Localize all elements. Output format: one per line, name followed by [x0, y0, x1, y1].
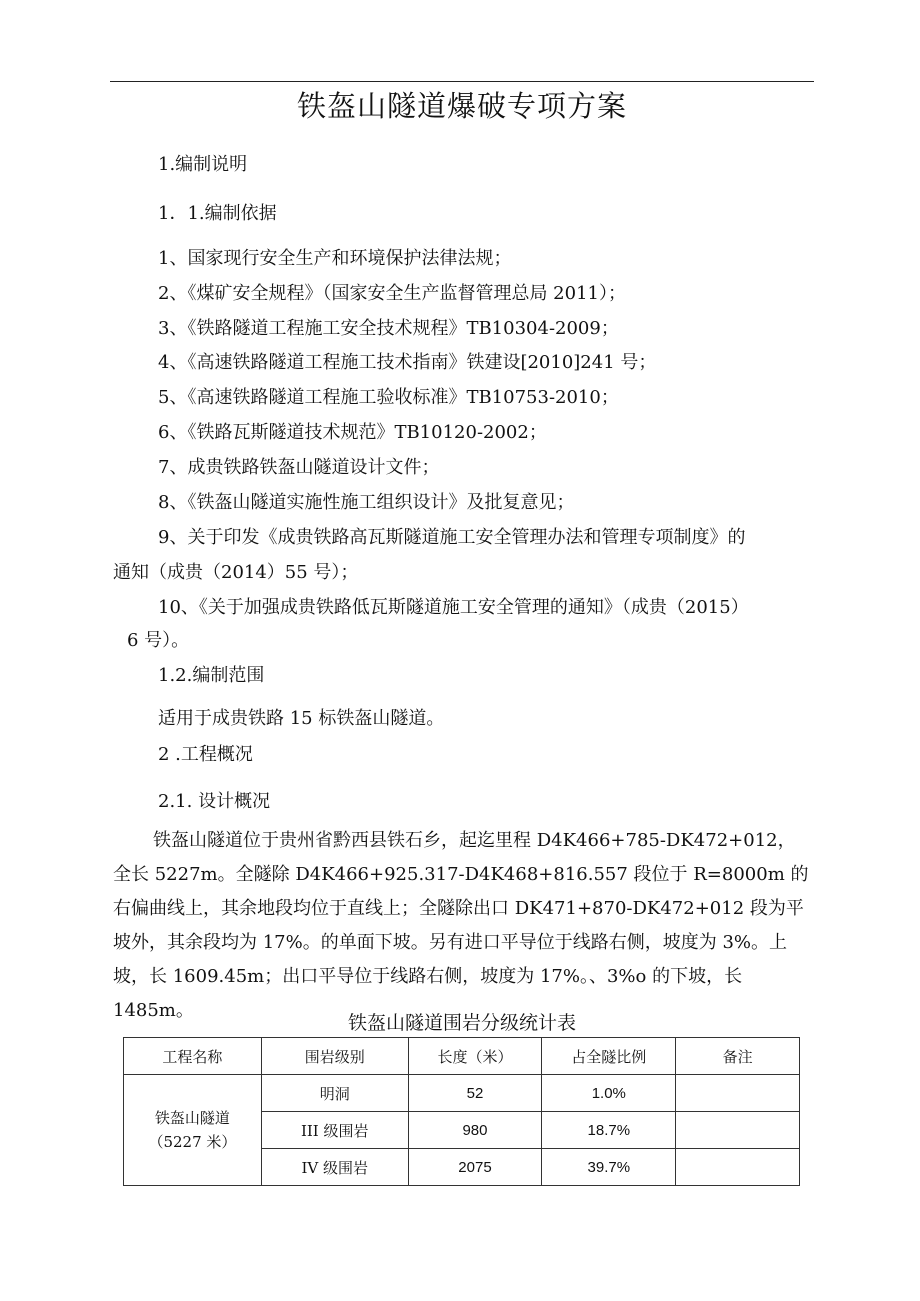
- note-cell: [676, 1075, 800, 1112]
- header-length: 长度（米）: [408, 1038, 542, 1075]
- project-name-cell: 铁盔山隧道（5227 米）: [124, 1075, 262, 1186]
- overview-paragraph: [113, 824, 813, 1028]
- section-heading-2: 2 .工程概况: [158, 744, 253, 765]
- section-heading-1-1: 1．1.编制依据: [158, 203, 277, 224]
- basis-item-1: 1、国家现行安全生产和环境保护法律法规；: [158, 248, 512, 269]
- basis-item-3: 3、《铁路隧道工程施工安全技术规程》TB10304-2009；: [158, 318, 619, 339]
- overview-text: 铁盔山隧道位于贵州省黔西县铁石乡，起迄里程 D4K466+785-DK472+012，全长 5227m。全隧除 D4K466+925.317-D4K468+816.557 段位于 R=8000m 的右偏曲线上，其余地段均位于直线上；全隧除出口 DK471+870-DK472+012 段为平坡外，其余段均为 17%。的单面下坡。另有进口平导位于线路右侧，坡度为 3%。上坡，长 1609.45m；出口平导位于线路右侧，坡度为 17%。、3%o 的下坡，长 1485m。: [113, 830, 809, 1021]
- basis-item-9-line2: 通知（成贵（2014）55 号）；: [113, 562, 359, 583]
- header-rule: [110, 81, 814, 82]
- grade-cell: 明洞: [261, 1075, 408, 1112]
- basis-item-10-line2: 6 号）。: [127, 630, 190, 651]
- table-caption: 铁盔山隧道围岩分级统计表: [347, 1012, 576, 1034]
- grade-cell: IV 级围岩: [261, 1149, 408, 1186]
- note-cell: [676, 1149, 800, 1186]
- basis-item-7: 7、成贵铁路铁盔山隧道设计文件；: [158, 457, 440, 478]
- ratio-cell: 1.0%: [542, 1075, 676, 1112]
- basis-item-4: 4、《高速铁路隧道工程施工技术指南》铁建设[2010]241 号；: [158, 352, 657, 373]
- header-note: 备注: [676, 1038, 800, 1075]
- basis-item-5: 5、《高速铁路隧道工程施工验收标准》TB10753-2010；: [158, 387, 619, 408]
- basis-item-10-line1: 10、《关于加强成贵铁路低瓦斯隧道施工安全管理的通知》（成贵（2015）: [158, 597, 749, 618]
- length-cell: 980: [408, 1112, 542, 1149]
- grade-cell: III 级围岩: [261, 1112, 408, 1149]
- basis-item-2: 2、《煤矿安全规程》（国家安全生产监督管理总局 2011）；: [158, 283, 626, 304]
- table-header-row: [124, 1038, 800, 1075]
- document-title: 铁盔山隧道爆破专项方案: [296, 89, 627, 123]
- length-cell: 52: [408, 1075, 542, 1112]
- header-ratio: 占全隧比例: [542, 1038, 676, 1075]
- note-cell: [676, 1112, 800, 1149]
- table-row: [124, 1075, 800, 1112]
- basis-item-8: 8、《铁盔山隧道实施性施工组织设计》及批复意见；: [158, 492, 575, 513]
- section-heading-2-1: 2.1. 设计概况: [158, 791, 271, 812]
- section-heading-1: 1.编制说明: [158, 154, 248, 175]
- scope-text: 适用于成贵铁路 15 标铁盔山隧道。: [158, 708, 445, 729]
- rock-grade-table: [123, 1037, 800, 1186]
- ratio-cell: 39.7%: [542, 1149, 676, 1186]
- header-project-name: 工程名称: [124, 1038, 262, 1075]
- length-cell: 2075: [408, 1149, 542, 1186]
- header-rock-grade: 围岩级别: [261, 1038, 408, 1075]
- section-heading-1-2: 1.2.编制范围: [158, 665, 265, 686]
- basis-item-9-line1: 9、关于印发《成贵铁路高瓦斯隧道施工安全管理办法和管理专项制度》的: [158, 527, 746, 548]
- basis-item-6: 6、《铁路瓦斯隧道技术规范》TB10120-2002；: [158, 422, 547, 443]
- ratio-cell: 18.7%: [542, 1112, 676, 1149]
